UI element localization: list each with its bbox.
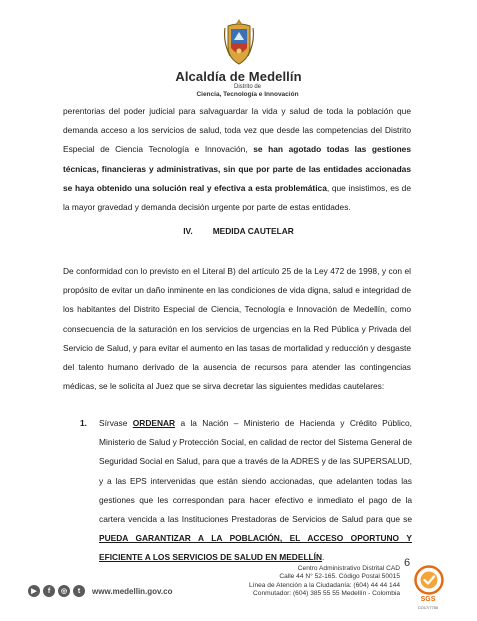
list-item-1 [82,414,412,568]
social-links [28,585,172,597]
org-subtitle-1: Distrito de [233,84,261,90]
youtube-icon[interactable]: ▶ [28,585,40,597]
cert-code: CO17/7750 [417,605,439,610]
list-item-pre: Sírvase [99,418,133,428]
section-title: MEDIDA CAUTELAR [212,226,294,236]
paragraph-intro-text-1: perentorias del poder judicial para salvaguardar la vida y salud de toda la población que demanda acceso a los servicios de salud, toda vez que desde las competencias del Distrito Especial de Ciencia Tecnología e Innovación, [63,106,411,155]
org-subtitle-2: Ciencia, Tecnología e Innovación [196,91,299,98]
certification-seal [404,557,448,615]
paragraph-intro-text-2: , que insistimos, es de la mayor gravedad y demanda decisión urgente por parte de estas entidades. [63,182,411,213]
address-line: Conmutador: (604) 385 55 55 Medellín - Colombia [253,590,400,598]
list-item-emphasis: PUEDA GARANTIZAR A LA POBLACIÓN, EL ACCESO OPORTUNO Y EFICIENTE A LOS SERVICIOS DE SALUD EN MEDELLÍN [99,533,412,563]
website-link[interactable]: www.medellin.gov.co [92,586,173,596]
coat-of-arms-logo [221,18,257,66]
paragraph-measures: De conformidad con lo previsto en el Literal B) del artículo 25 de la Ley 472 de 1998, y con el propósito de evitar un daño inminente en las condiciones de vida digna, salud e integridad de los habitantes del Distrito Especial de Ciencia, Tecnología e Innovación de Medellín, como consecuencia de la saturación en los servicios de urgencias en la Red Pública y Privada del Servicio de Salud, y para evitar el aumento en las tasas de mortalidad y reducción y desgaste del talento humano derivado de la ausencia de recursos para atender las contingencias médicas, se le solicita al Juez que se sirva decretar las siguientes medidas cautelares: [63,266,411,392]
instagram-icon[interactable]: ◎ [58,585,70,597]
list-item-end: . [322,552,325,563]
section-number: IV. [183,226,193,236]
twitter-icon[interactable]: t [73,585,85,597]
page-footer [0,557,477,621]
page-number: 6 [404,557,411,569]
page-header [0,18,477,99]
paragraph-intro-bold: se han agotado todas las gestiones técnicas, financieras y administrativas, sin que por parte de las entidades accionadas se haya obtenido una solución real y efectiva a esta problemática [63,144,412,193]
cert-label: SGS [420,596,436,603]
address-line: Centro Administrativo Distrital CAD [297,565,400,572]
list-item-number: 1. [80,418,87,428]
list-item-body: a la Nación – Ministerio de Hacienda y Crédito Público, Ministerio de Salud y Protección Social, en calidad de rector del Sistema General de Seguridad Social en Salud, para que a través de la ADRES y de las SUPERSALUD, y a las EPS intervenidas que están siendo accionadas, que adelanten todas las gestiones que les correspondan para hacer efectivo e inmediato el pago de la cartera vencida a las Instituciones Prestadoras de Servicios de Salud para que se [99,418,412,525]
address-block [249,565,400,599]
list-item-text [99,414,412,568]
certification-badge-icon [414,565,444,595]
list-item-keyword: ORDENAR [132,418,176,428]
paragraph-intro [63,102,411,217]
address-line: Calle 44 N° 52-165. Código Postal 50015 [279,573,400,581]
address-line: Línea de Atención a la Ciudadanía: (604) 44 44 144 [248,581,400,589]
section-heading [0,226,477,236]
org-name: Alcaldía de Medellín [175,69,302,84]
facebook-icon[interactable]: f [43,585,55,597]
